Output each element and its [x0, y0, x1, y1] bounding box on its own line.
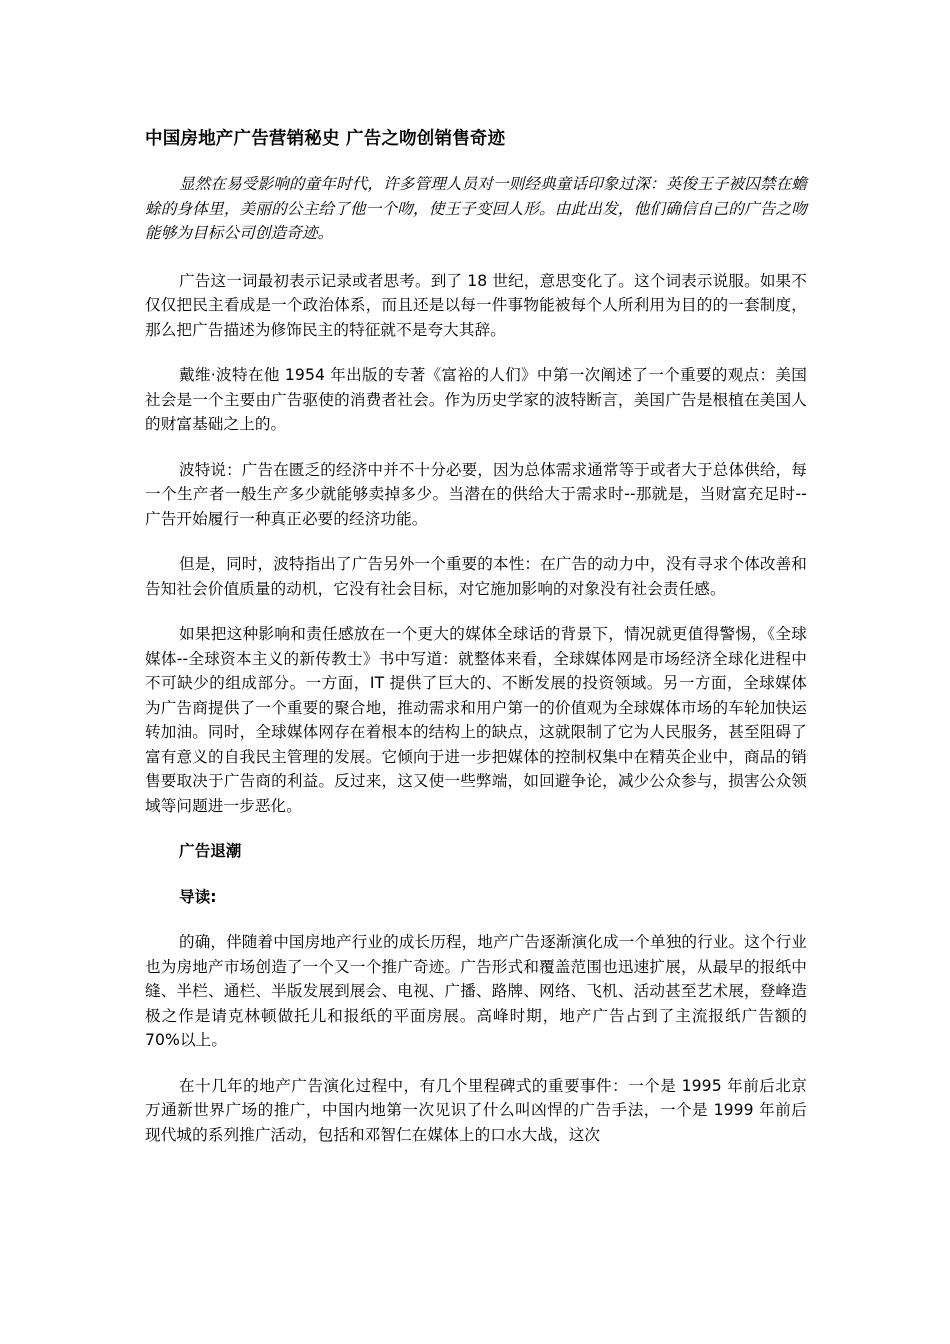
lead-label: 导读: — [179, 887, 217, 906]
body-paragraph: 波特说：广告在匮乏的经济中并不十分必要，因为总体需求通常等于或者大于总体供给，每一个生产者一般生产多少就能够卖掉多少。当潜在的供给大于需求时--那就是，当财富充足时--广告开始履行一种真正必要的经济功能。 — [145, 460, 807, 528]
intro-paragraph: 显然在易受影响的童年时代，许多管理人员对一则经典童话印象过深：英俊王子被囚禁在蟾蜍的身体里，美丽的公主给了他一个吻，使王子变回人形。由此出发，他们确信自己的广告之吻能够为目标公司创造奇迹。 — [145, 175, 807, 242]
section-paragraph: 在十几年的地产广告演化过程中，有几个里程碑式的重要事件：一个是 1995 年前后北京万通新世界广场的推广，中国内地第一次见识了什么叫凶悍的广告手法，一个是 1999 年前后现代城的系列推广活动，包括和邓智仁在媒体上的口水大战，这次 — [145, 1076, 807, 1144]
body-paragraph: 但是，同时，波特指出了广告另外一个重要的本性：在广告的动力中，没有寻求个体改善和告知社会价值质量的动机，它没有社会目标，对它施加影响的对象没有社会责任感。 — [145, 555, 807, 598]
body-paragraph: 如果把这种影响和责任感放在一个更大的媒体全球话的背景下，情况就更值得警惕，《全球媒体--全球资本主义的新传教士》书中写道：就整体来看，全球媒体网是市场经济全球化进程中不可缺少的组成部分。一方面，IT 提供了巨大的、不断发展的投资领域。另一方面，全球媒体为广告商提供了一个重要的聚合地，推动需求和用户第一的价值观为全球媒体市场的车轮加快运转加油。同时，全球媒体网存在着根本的结构上的缺点，这就限制了它为人民服务，甚至阻碍了富有意义的自我民主管理的发展。它倾向于进一步把媒体的控制权集中在精英企业中，商品的销售要取决于广告商的利益。反过来，这又使一些弊端，如回避争论，减少公众参与，损害公众领域等问题进一步恶化。 — [145, 625, 807, 815]
document-body — [145, 126, 807, 1168]
body-paragraph: 戴维·波特在他 1954 年出版的专著《富裕的人们》中第一次阐述了一个重要的观点：美国社会是一个主要由广告驱使的消费者社会。作为历史学家的波特断言，美国广告是根植在美国人的财富基础之上的。 — [145, 366, 807, 433]
section-paragraph: 的确，伴随着中国房地产行业的成长历程，地产广告逐渐演化成一个单独的行业。这个行业也为房地产市场创造了一个又一个推广奇迹。广告形式和覆盖范围也迅速扩展，从最早的报纸中缝、半栏、通栏、半版发展到展会、电视、广播、路牌、网络、飞机、活动甚至艺术展，登峰造极之作是请克林顿做托儿和报纸的平面房展。高峰时期，地产广告占到了主流报纸广告额的 70%以上。 — [145, 933, 807, 1049]
section-heading: 广告退潮 — [179, 842, 242, 860]
body-paragraph: 广告这一词最初表示记录或者思考。到了 18 世纪，意思变化了。这个词表示说服。如果不仅仅把民主看成是一个政治体系，而且还是以每一件事物能被每个人所利用为目的的一套制度，那么把广告描述为修饰民主的特征就不是夸大其辞。 — [145, 271, 807, 339]
document-title: 中国房地产广告营销秘史 广告之吻创销售奇迹 — [145, 129, 506, 149]
